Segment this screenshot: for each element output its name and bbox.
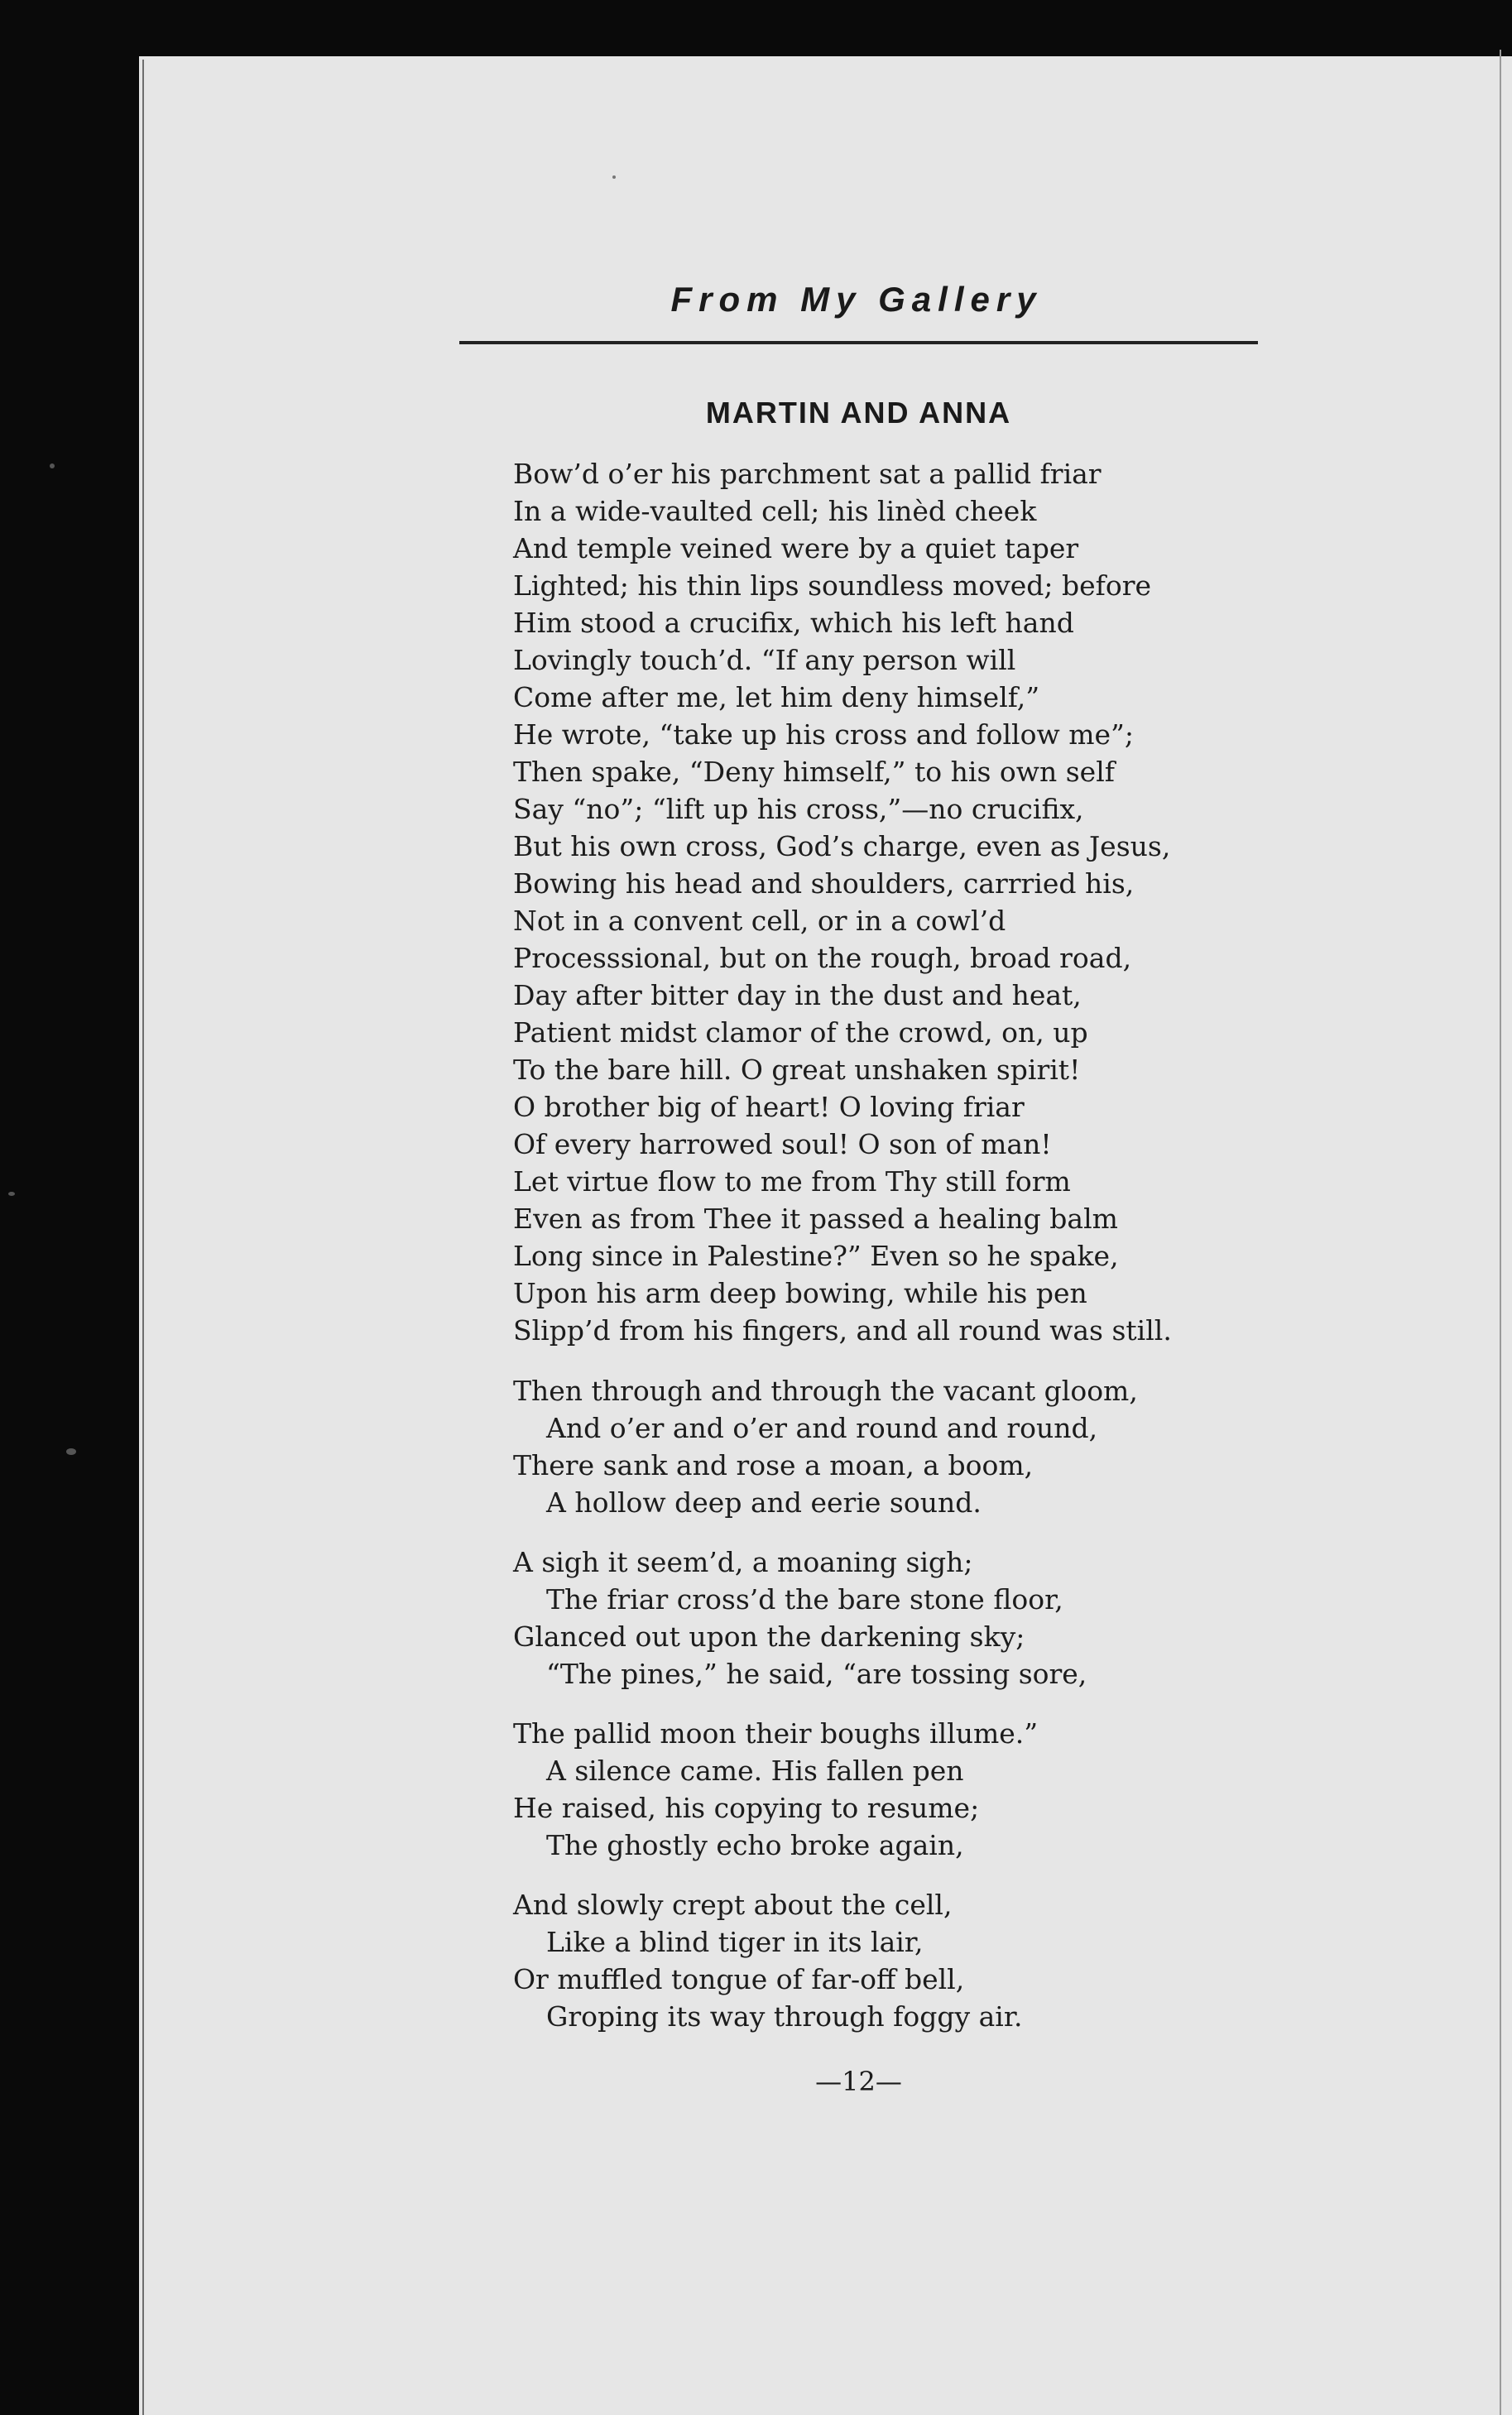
poem-line: There sank and rose a moan, a boom, [513,1449,1034,1481]
poem-line: Lighted; his thin lips soundless moved; before [513,569,1152,602]
poem-line: Let virtue flow to me from Thy still form [513,1165,1071,1198]
poem-line: The ghostly echo broke again, [546,1829,964,1861]
poem-line: Slipp’d from his fingers, and all round was still. [513,1314,1172,1347]
poem-line: Day after bitter day in the dust and heat, [513,979,1082,1011]
scan-speck [66,1448,76,1455]
poem-line: Bow’d o’er his parchment sat a pallid friar [513,458,1102,490]
poem-line: To the bare hill. O great unshaken spirit! [513,1054,1081,1086]
poem-line: Bowing his head and shoulders, carrried his, [513,867,1135,900]
poem-line: The pallid moon their boughs illume.” [513,1717,1039,1750]
stanza [513,1886,1274,2035]
poem-line: Say “no”; “lift up his cross,”—no crucifix, [513,793,1084,825]
scan-speck [612,175,616,179]
page-edge-left [142,60,144,2415]
poem-line: Or muffled tongue of far-off bell, [513,1963,965,1995]
poem-line: And o’er and o’er and round and round, [546,1412,1098,1444]
poem-line: Glanced out upon the darkening sky; [513,1620,1025,1653]
poem-line: Like a blind tiger in its lair, [546,1926,924,1958]
page-edge-right [1500,50,1501,2415]
poem-line: Patient midst clamor of the crowd, on, up [513,1016,1088,1049]
poem-body [513,455,1274,2035]
scan-speck [8,1192,15,1196]
running-head-rule [459,341,1258,344]
poem-line: The friar cross’d the bare stone floor, [546,1583,1063,1616]
poem-line: A sigh it seem’d, a moaning sigh; [513,1546,973,1578]
poem-line: In a wide-vaulted cell; his linèd cheek [513,495,1037,527]
scan-speck [50,463,55,468]
poem-line: Lovingly touch’d. “If any person will [513,644,1016,676]
poem-line: Processsional, but on the rough, broad road, [513,942,1132,974]
poem-line: A silence came. His fallen pen [546,1755,964,1787]
poem-line: And slowly crept about the cell, [513,1889,953,1921]
poem-line: Come after me, let him deny himself,” [513,681,1040,713]
stanza [513,1715,1274,1864]
stanza [513,455,1274,1349]
poem-title: MARTIN AND ANNA [705,396,1012,430]
poem-line: And temple veined were by a quiet taper [513,532,1079,564]
poem-line: Groping its way through foggy air. [546,2000,1023,2033]
poem-line: “The pines,” he said, “are tossing sore, [546,1658,1087,1690]
poem-line: O brother big of heart! O loving friar [513,1091,1025,1123]
poem-line: A hollow deep and eerie sound. [546,1486,982,1519]
poem-line: Long since in Palestine?” Even so he spake, [513,1240,1119,1272]
poem-line: Him stood a crucifix, which his left hand [513,607,1074,639]
poem-line: Then through and through the vacant gloom, [513,1375,1138,1407]
running-head: From My Gallery [670,280,1043,319]
page-number: —12— [815,2066,902,2097]
poem-line: Not in a convent cell, or in a cowl’d [513,905,1006,937]
stanza [513,1372,1274,1521]
poem-line: He wrote, “take up his cross and follow me”; [513,718,1135,751]
poem-line: Then spake, “Deny himself,” to his own self [513,756,1115,788]
poem-line: Of every harrowed soul! O son of man! [513,1128,1052,1160]
poem-line: Even as from Thee it passed a healing balm [513,1203,1118,1235]
poem-line: Upon his arm deep bowing, while his pen [513,1277,1087,1309]
poem-line: But his own cross, God’s charge, even as Jesus, [513,830,1171,862]
stanza [513,1544,1274,1692]
poem-line: He raised, his copying to resume; [513,1792,980,1824]
